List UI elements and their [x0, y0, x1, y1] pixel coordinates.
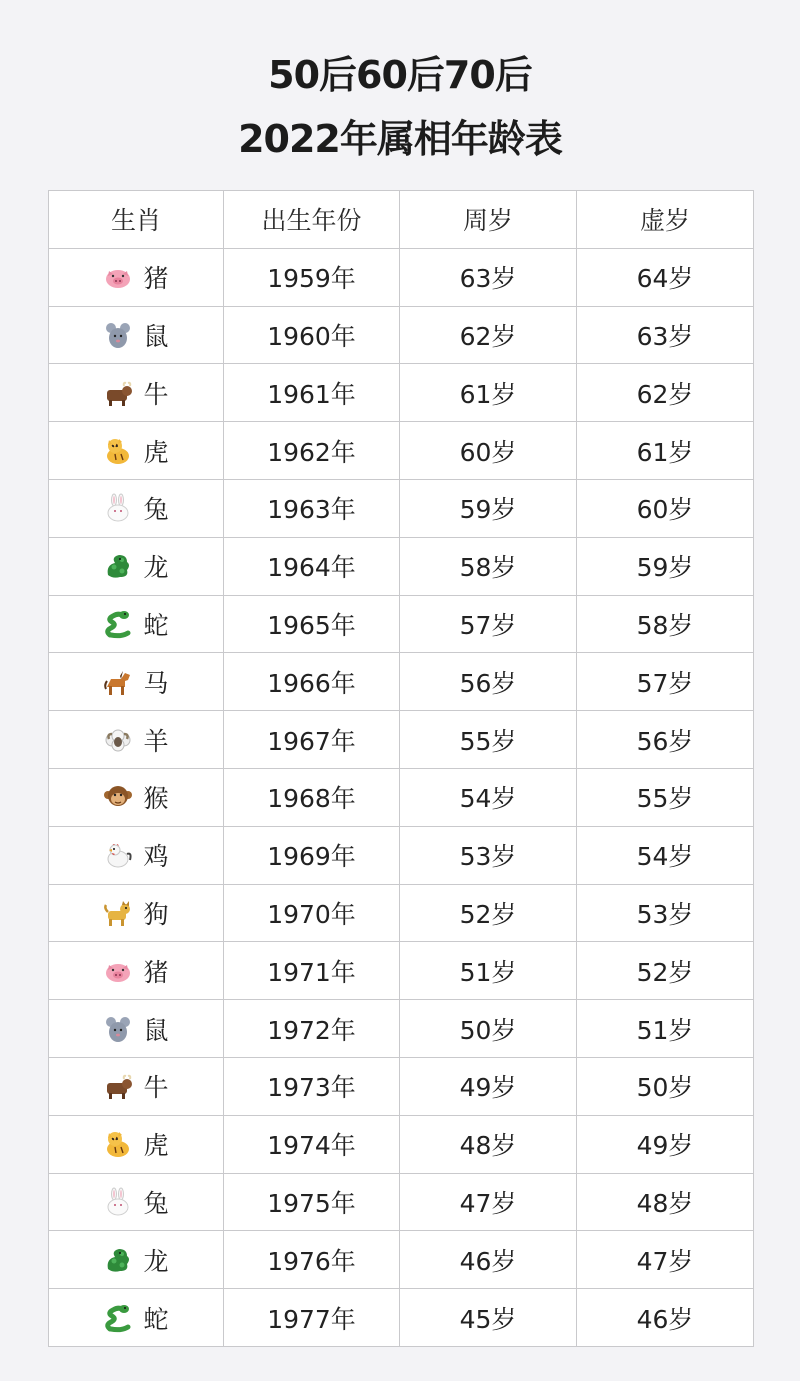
- cell-nominal-age: 56岁: [577, 711, 754, 769]
- table-row: [49, 1000, 754, 1058]
- pig-icon: [103, 262, 133, 292]
- header-birth-year: 出生年份: [224, 191, 400, 249]
- cell-birth-year: 1973年: [224, 1057, 400, 1115]
- table-row: [49, 711, 754, 769]
- cell-age: 56岁: [400, 653, 577, 711]
- cell-birth-year: 1976年: [224, 1231, 400, 1289]
- cell-birth-year: 1960年: [224, 306, 400, 364]
- cell-birth-year: 1972年: [224, 1000, 400, 1058]
- zodiac-label: 蛇: [143, 1304, 169, 1334]
- cell-age: 45岁: [400, 1289, 577, 1347]
- cell-nominal-age: 47岁: [577, 1231, 754, 1289]
- ox-icon: [103, 1071, 133, 1101]
- cell-age: 51岁: [400, 942, 577, 1000]
- cell-age: 57岁: [400, 595, 577, 653]
- cell-zodiac: [49, 768, 224, 826]
- rat-icon: [103, 1014, 133, 1044]
- cell-zodiac: [49, 479, 224, 537]
- header-nominal-age: 虚岁: [577, 191, 754, 249]
- rat-icon: [103, 320, 133, 350]
- cell-nominal-age: 63岁: [577, 306, 754, 364]
- cell-age: 48岁: [400, 1115, 577, 1173]
- table-row: [49, 653, 754, 711]
- cell-nominal-age: 61岁: [577, 422, 754, 480]
- zodiac-label: 虎: [143, 437, 169, 467]
- table-row: [49, 768, 754, 826]
- snake-icon: [103, 1303, 133, 1333]
- horse-icon: [103, 667, 133, 697]
- tiger-icon: [103, 1129, 133, 1159]
- cell-nominal-age: 46岁: [577, 1289, 754, 1347]
- cell-nominal-age: 62岁: [577, 364, 754, 422]
- cell-birth-year: 1963年: [224, 479, 400, 537]
- cell-zodiac: [49, 884, 224, 942]
- table-row: [49, 1057, 754, 1115]
- dragon-icon: [103, 551, 133, 581]
- table-row: [49, 1115, 754, 1173]
- cell-zodiac: [49, 653, 224, 711]
- cell-birth-year: 1967年: [224, 711, 400, 769]
- cell-age: 62岁: [400, 306, 577, 364]
- cell-birth-year: 1968年: [224, 768, 400, 826]
- cell-birth-year: 1965年: [224, 595, 400, 653]
- cell-nominal-age: 59岁: [577, 537, 754, 595]
- table-row: [49, 826, 754, 884]
- tiger-icon: [103, 436, 133, 466]
- table-row: [49, 479, 754, 537]
- cell-age: 55岁: [400, 711, 577, 769]
- cell-birth-year: 1962年: [224, 422, 400, 480]
- header-age: 周岁: [400, 191, 577, 249]
- zodiac-label: 猪: [143, 264, 169, 294]
- monkey-icon: [103, 782, 133, 812]
- sheep-icon: [103, 725, 133, 755]
- table-row: [49, 595, 754, 653]
- cell-age: 52岁: [400, 884, 577, 942]
- cell-zodiac: [49, 537, 224, 595]
- cell-nominal-age: 52岁: [577, 942, 754, 1000]
- cell-age: 47岁: [400, 1173, 577, 1231]
- rooster-icon: [103, 840, 133, 870]
- zodiac-age-table: [48, 190, 754, 1347]
- zodiac-label: 虎: [143, 1131, 169, 1161]
- cell-birth-year: 1959年: [224, 248, 400, 306]
- table-row: [49, 1289, 754, 1347]
- table-body: [49, 248, 754, 1346]
- zodiac-label: 羊: [143, 726, 169, 756]
- cell-zodiac: [49, 1173, 224, 1231]
- cell-birth-year: 1964年: [224, 537, 400, 595]
- zodiac-label: 鼠: [143, 1015, 169, 1045]
- rabbit-icon: [103, 493, 133, 523]
- cell-zodiac: [49, 1115, 224, 1173]
- page-subtitle: 2022年属相年龄表: [238, 117, 562, 161]
- cell-nominal-age: 51岁: [577, 1000, 754, 1058]
- zodiac-label: 猪: [143, 957, 169, 987]
- cell-zodiac: [49, 364, 224, 422]
- cell-age: 50岁: [400, 1000, 577, 1058]
- zodiac-label: 牛: [143, 1073, 169, 1103]
- cell-age: 63岁: [400, 248, 577, 306]
- cell-age: 61岁: [400, 364, 577, 422]
- cell-nominal-age: 58岁: [577, 595, 754, 653]
- zodiac-label: 马: [143, 668, 169, 698]
- cell-age: 60岁: [400, 422, 577, 480]
- zodiac-label: 龙: [143, 553, 169, 583]
- table-row: [49, 422, 754, 480]
- cell-zodiac: [49, 595, 224, 653]
- cell-zodiac: [49, 1057, 224, 1115]
- cell-nominal-age: 53岁: [577, 884, 754, 942]
- cell-nominal-age: 55岁: [577, 768, 754, 826]
- dragon-icon: [103, 1245, 133, 1275]
- cell-birth-year: 1974年: [224, 1115, 400, 1173]
- table-row: [49, 248, 754, 306]
- zodiac-label: 蛇: [143, 610, 169, 640]
- cell-nominal-age: 60岁: [577, 479, 754, 537]
- cell-zodiac: [49, 1000, 224, 1058]
- zodiac-label: 兔: [143, 1188, 169, 1218]
- page-title: 50后60后70后: [268, 53, 532, 97]
- cell-nominal-age: 57岁: [577, 653, 754, 711]
- cell-birth-year: 1970年: [224, 884, 400, 942]
- table-row: [49, 364, 754, 422]
- table-row: [49, 942, 754, 1000]
- zodiac-label: 牛: [143, 379, 169, 409]
- cell-nominal-age: 49岁: [577, 1115, 754, 1173]
- cell-zodiac: [49, 422, 224, 480]
- cell-birth-year: 1977年: [224, 1289, 400, 1347]
- cell-birth-year: 1971年: [224, 942, 400, 1000]
- header-zodiac: 生肖: [49, 191, 224, 249]
- cell-birth-year: 1961年: [224, 364, 400, 422]
- cell-age: 54岁: [400, 768, 577, 826]
- snake-icon: [103, 609, 133, 639]
- dog-icon: [103, 898, 133, 928]
- cell-zodiac: [49, 826, 224, 884]
- table-row: [49, 1173, 754, 1231]
- cell-age: 59岁: [400, 479, 577, 537]
- table-row: [49, 1231, 754, 1289]
- zodiac-label: 兔: [143, 495, 169, 525]
- table-header-row: [49, 191, 754, 249]
- cell-zodiac: [49, 306, 224, 364]
- cell-age: 58岁: [400, 537, 577, 595]
- cell-age: 46岁: [400, 1231, 577, 1289]
- table-row: [49, 884, 754, 942]
- cell-nominal-age: 48岁: [577, 1173, 754, 1231]
- cell-nominal-age: 50岁: [577, 1057, 754, 1115]
- cell-birth-year: 1969年: [224, 826, 400, 884]
- cell-birth-year: 1975年: [224, 1173, 400, 1231]
- cell-zodiac: [49, 1231, 224, 1289]
- cell-zodiac: [49, 711, 224, 769]
- zodiac-label: 鸡: [143, 842, 169, 872]
- ox-icon: [103, 378, 133, 408]
- rabbit-icon: [103, 1187, 133, 1217]
- cell-zodiac: [49, 248, 224, 306]
- cell-age: 49岁: [400, 1057, 577, 1115]
- cell-nominal-age: 54岁: [577, 826, 754, 884]
- cell-nominal-age: 64岁: [577, 248, 754, 306]
- pig-icon: [103, 956, 133, 986]
- zodiac-label: 猴: [143, 784, 169, 814]
- zodiac-label: 狗: [143, 899, 169, 929]
- cell-zodiac: [49, 942, 224, 1000]
- cell-zodiac: [49, 1289, 224, 1347]
- cell-birth-year: 1966年: [224, 653, 400, 711]
- zodiac-label: 鼠: [143, 321, 169, 351]
- cell-age: 53岁: [400, 826, 577, 884]
- zodiac-label: 龙: [143, 1246, 169, 1276]
- table-row: [49, 306, 754, 364]
- table-row: [49, 537, 754, 595]
